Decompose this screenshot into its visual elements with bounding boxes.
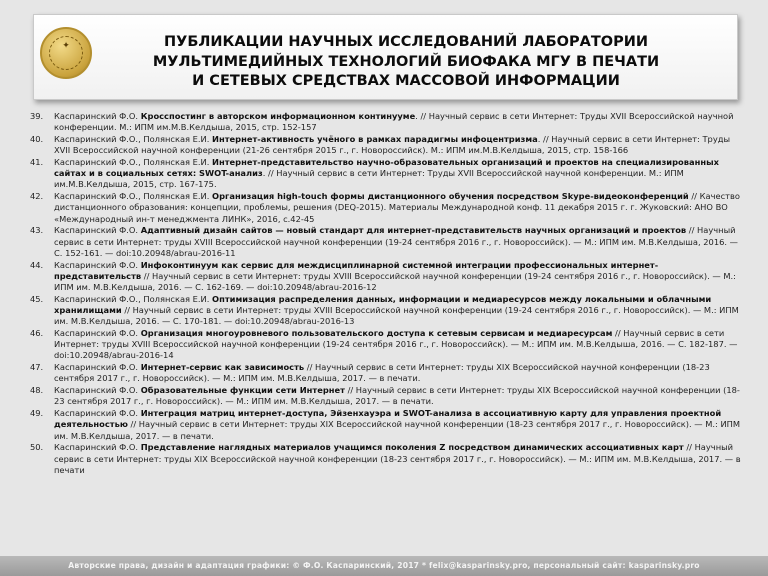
publication-number: 47. — [30, 362, 44, 373]
publication-item — [30, 408, 742, 442]
publication-item — [30, 111, 742, 133]
publication-item — [30, 260, 742, 294]
publication-authors: Каспаринский Ф.О. — [54, 385, 141, 396]
publication-title: Кросспостинг в авторском информационном континууме — [140, 111, 416, 121]
publication-details: . // Научный сервис в сети Интернет: Труды XVII Всероссийской научной конференции. М.: ИПМ им.М.В.Келдыша, 2015, стр. 167-175. — [54, 168, 684, 190]
publication-number: 45. — [30, 293, 44, 304]
publication-details: // Научный сервис в сети Интернет: труды XVIII Всероссийской научной конференции (19-24 сентября 2016 г., г. Новороссийск). — М.: ИПМ им. М.В.Келдыша, 2016. — С. 182-187. — doi:10.20948/abrau-2016-14 — [54, 328, 738, 361]
logo-mark: ✦ — [62, 41, 70, 51]
publication-details: // Научный сервис в сети Интернет: труды XVIII Всероссийской научной конференции (19-24 сентября 2016 г., г. Новороссийск). — М.: ИПМ им. М.В.Келдыша, 2016. — С. 170-181. — doi:10.20948/abrau-2016-13 — [54, 305, 739, 327]
publication-authors: Каспаринский Ф.О., Полянская Е.И. — [54, 157, 213, 167]
publication-number: 40. — [30, 134, 44, 144]
publication-item — [30, 225, 742, 259]
publication-authors: Каспаринский Ф.О. — [54, 328, 141, 339]
publication-item — [30, 294, 742, 328]
publication-details: // Научный сервис в сети Интернет: труды XIX Всероссийской научной конференции (18-23 сентября 2017 г., г. Новороссийск). — М.: ИПМ им. М.В.Келдыша, 2017. — в печати. — [54, 362, 710, 384]
publication-details: . // Научный сервис в сети Интернет: Труды XVII Всероссийской научной конференции. М.: ИПМ им.М.В.Келдыша, 2015, стр. 152-157 — [54, 111, 734, 133]
publication-number: 50. — [30, 442, 44, 453]
publication-details: . // Научный сервис в сети Интернет: Труды XVII Всероссийской научной конференции (21-26 сентября 2015 г., г. Новороссийск). М.: ИПМ им.М.В.Келдыша, 2015, стр. 158-166 — [54, 134, 731, 156]
publication-item — [30, 385, 742, 407]
publication-details: // Научный сервис в сети Интернет: труды XVIII Всероссийской научной конференции (19-24 сентября 2016 г., г. Новороссийск). — М.: ИПМ им. М.В.Келдыша, 2016. — С. 152-161. — doi:10.20948/abrau-2016-11 — [54, 225, 738, 258]
publication-number: 42. — [30, 191, 44, 202]
publication-number: 44. — [30, 259, 44, 270]
publication-authors: Каспаринский Ф.О., Полянская Е.И. — [54, 293, 213, 304]
publication-title: Адаптивный дизайн сайтов — новый стандарт для интернет-представительств научных организаций и проектов — [140, 225, 687, 236]
publication-details: // Научный сервис в сети Интернет: труды XIX Всероссийской научной конференции (18-23 сентября 2017 г., г. Новороссийск). — М.: ИПМ им. М.В.Келдыша, 2017. — в печати. — [54, 385, 740, 407]
publication-title: Интернет-сервис как зависимость — [140, 362, 305, 373]
publication-authors: Каспаринский Ф.О., Полянская Е.И. — [54, 191, 213, 202]
publication-title: Интернет-активность учёного в рамках парадигмы инфоцентризма — [212, 134, 538, 144]
publication-number: 41. — [30, 157, 44, 167]
publication-number: 48. — [30, 385, 44, 396]
publication-authors: Каспаринский Ф.О. — [54, 408, 141, 419]
header-panel — [33, 14, 738, 100]
publication-details: // Научный сервис в сети Интернет: труды XIX Всероссийской научной конференции (18-23 сентября 2017 г., г. Новороссийск). — М.: ИПМ им. М.В.Келдыша, 2017. — в печати — [54, 442, 741, 475]
publication-details: // Научный сервис в сети Интернет: труды XIX Всероссийской научной конференции (18-23 сентября 2017 г., г. Новороссийск). — М.: ИПМ им. М.В.Келдыша, 2017. — в печати. — [54, 419, 741, 441]
publications-list — [30, 111, 742, 477]
publication-number: 46. — [30, 328, 44, 339]
laboratory-logo-icon — [40, 27, 92, 79]
title-line-1: ПУБЛИКАЦИИ НАУЧНЫХ ИССЛЕДОВАНИЙ ЛАБОРАТОРИИ — [164, 34, 648, 50]
publication-details: // Качество дистанционного образования: концепции, проблемы, решения (DEQ-2015). Материалы Международной конф. 11 декабря 2015 г. г. Жуковский: АНО ВО «Международный ин-т менеджмента ЛИНК», 2016, с.42-45 — [54, 191, 740, 224]
publication-number: 49. — [30, 408, 44, 419]
publication-authors: Каспаринский Ф.О. — [54, 442, 141, 453]
publication-number: 39. — [30, 111, 44, 121]
copyright-footer: Авторские права, дизайн и адаптация графики: © Ф.О. Каспаринский, 2017 * felix@kasparinsky.pro, персональный сайт: kasparinsky.pro — [0, 556, 768, 576]
publication-title: Оптимизация распределения данных, информации и медиаресурсов между локальными и облачными хранилищами — [54, 293, 712, 316]
title-line-2: МУЛЬТИМЕДИЙНЫХ ТЕХНОЛОГИЙ БИОФАКА МГУ В ПЕЧАТИ — [152, 53, 660, 70]
publication-item — [30, 157, 742, 191]
publication-authors: Каспаринский Ф.О. — [54, 111, 141, 121]
publication-title: Интеграция матриц интернет-доступа, Эйзенхауэра и SWOT-анализа в ассоциативную карту для управления проектной деятельностью — [54, 408, 722, 430]
title-line-3: И СЕТЕВЫХ СРЕДСТВАХ МАССОВОЙ ИНФОРМАЦИИ — [192, 73, 620, 89]
publication-item — [30, 362, 742, 384]
publication-authors: Каспаринский Ф.О. — [54, 259, 141, 270]
publication-title: Инфоконтинуум как сервис для междисциплинарной системной интеграции профессиональных интернет-представительств — [54, 259, 659, 281]
publication-title: Образовательные функции сети Интернет — [140, 385, 345, 396]
publication-title: Организация многоуровневого пользовательского доступа к сетевым сервисам и медиаресурсам — [140, 328, 613, 339]
publication-authors: Каспаринский Ф.О. — [54, 362, 141, 373]
publication-authors: Каспаринский Ф.О., Полянская Е.И. — [54, 134, 213, 144]
publication-item — [30, 134, 742, 156]
publication-title: Представление наглядных материалов учащимся поколения Z посредством динамических ассоциативных карт — [140, 442, 684, 453]
publication-title: Интернет-представительство научно-образовательных организаций и проектов на специализированных сайтах и в социальных сетях: SWOT-анализ — [54, 157, 719, 179]
publication-item — [30, 442, 742, 476]
publication-authors: Каспаринский Ф.О. — [54, 225, 141, 236]
publication-number: 43. — [30, 225, 44, 236]
publication-title: Организация high-touch формы дистанционного обучения посредством Skype-видеоконференций — [212, 191, 689, 202]
publication-item — [30, 328, 742, 362]
page-title — [126, 33, 686, 92]
publication-item — [30, 191, 742, 225]
publication-details: // Научный сервис в сети Интернет: труды XVIII Всероссийской научной конференции (19-24 сентября 2016 г., г. Новороссийск). — М.: ИПМ им. М.В.Келдыша, 2016. — С. 162-169. — doi:10.20948/abrau-2016-12 — [54, 270, 736, 293]
